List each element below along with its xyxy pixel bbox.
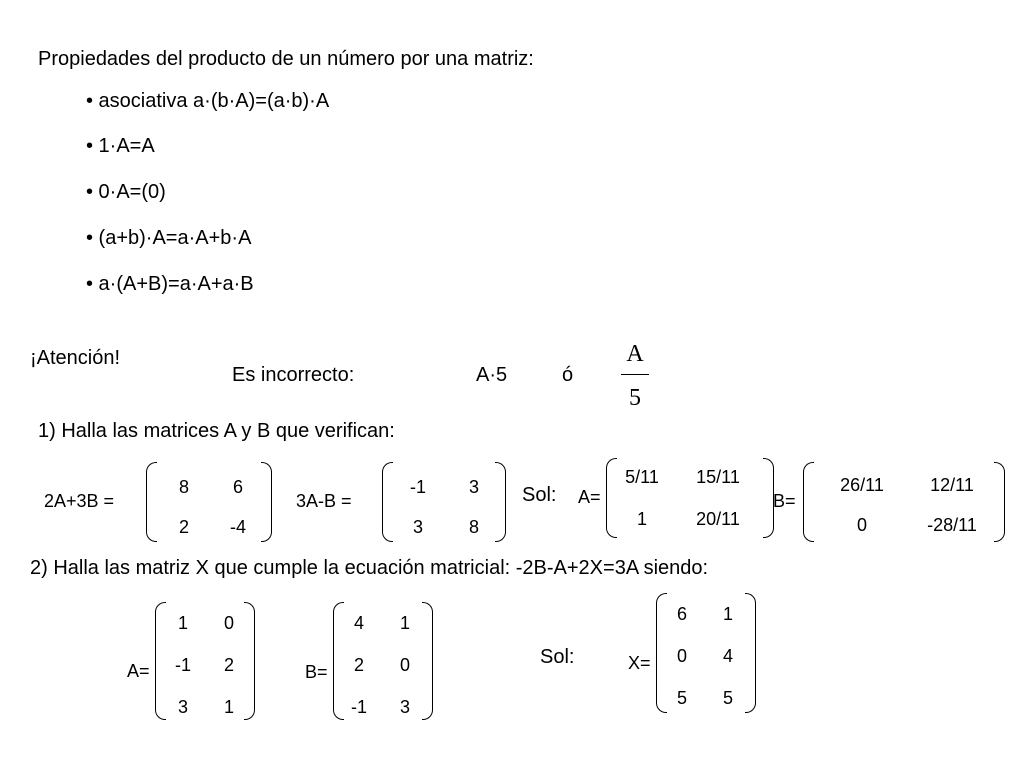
matrix-cell: 6: [676, 604, 687, 624]
eq1-label: 2A+3B =: [44, 491, 115, 511]
ex1-solution-label: Sol:: [522, 484, 557, 506]
matrix-cell: 12/11: [930, 475, 974, 495]
matrix-cell: 3: [468, 477, 479, 497]
left-bracket: [146, 462, 157, 542]
matrix-cell: 15/11: [696, 467, 740, 487]
solB-label: B=: [773, 491, 796, 511]
matrix-cell: -1: [174, 655, 191, 675]
matrix-cell: 1: [399, 613, 410, 633]
matrix-cell: -28/11: [927, 515, 977, 535]
matrix-cell: 2: [353, 655, 364, 675]
matrix-cell: 0: [223, 613, 234, 633]
ex2-X-label: X=: [628, 653, 651, 673]
fraction-bar: [621, 374, 649, 375]
left-bracket: [155, 602, 166, 720]
matrix-cell: 3: [412, 517, 423, 537]
matrix-cell: 0: [676, 646, 687, 666]
right-bracket: [745, 593, 756, 713]
matrix-cell: 20/11: [696, 509, 740, 529]
property-zero: • 0·A=(0): [86, 181, 166, 203]
exercise-2-statement: 2) Halla las matriz X que cumple la ecuación matricial: -2B-A+2X=3A siendo:: [30, 557, 709, 579]
eq2-label: 3A-B =: [296, 491, 352, 511]
matrix-cell: 2: [223, 655, 234, 675]
matrix-cell: 5/11: [625, 467, 659, 487]
matrix-cell: 3: [399, 697, 410, 717]
matrix-cell: 4: [722, 646, 733, 666]
matrix-cell: 0: [399, 655, 410, 675]
ex2-solution-label: Sol:: [540, 646, 575, 668]
solution-matrix-a: [606, 458, 774, 538]
matrix-cell: 0: [856, 515, 867, 535]
matrix-cell: 3: [177, 697, 188, 717]
right-bracket: [422, 602, 433, 720]
property-associative: • asociativa a·(b·A)=(a·b)·A: [86, 90, 330, 112]
or-word: ó: [562, 364, 574, 386]
solution-matrix-b: [803, 462, 1005, 542]
property-identity: • 1·A=A: [86, 135, 155, 157]
property-distributive-scalars: • (a+b)·A=a·A+b·A: [86, 227, 252, 249]
ex2-A-label: A=: [127, 661, 150, 681]
incorrect-expression: A·5: [476, 364, 508, 386]
left-bracket: [382, 462, 393, 542]
right-bracket: [244, 602, 255, 720]
left-bracket: [803, 462, 814, 542]
matrix-cell: 8: [468, 517, 479, 537]
eq1-matrix: [146, 462, 272, 542]
matrix-cell: -1: [350, 697, 367, 717]
right-bracket: [994, 462, 1005, 542]
matrix-cell: 5: [722, 688, 733, 708]
matrix-cell: 1: [722, 604, 733, 624]
ex2-matrix-b: [333, 602, 433, 720]
right-bracket: [495, 462, 506, 542]
matrix-cell: 1: [636, 509, 647, 529]
matrix-cell: 8: [178, 477, 189, 497]
matrix-cell: 5: [676, 688, 687, 708]
matrix-cell: 2: [178, 517, 189, 537]
solA-label: A=: [578, 487, 601, 507]
matrix-cell: 6: [232, 477, 243, 497]
right-bracket: [261, 462, 272, 542]
matrix-cell: 1: [177, 613, 188, 633]
ex2-matrix-a: [155, 602, 255, 720]
ex2-B-label: B=: [305, 662, 328, 682]
fraction-numerator: A: [626, 341, 644, 367]
property-distributive-matrices: • a·(A+B)=a·A+a·B: [86, 273, 254, 295]
eq2-matrix: [382, 462, 506, 542]
attention-heading: ¡Atención!: [30, 347, 121, 369]
incorrect-label: Es incorrecto:: [232, 364, 355, 386]
matrix-cell: -1: [409, 477, 426, 497]
exercise-1-statement: 1) Halla las matrices A y B que verifican:: [38, 420, 395, 442]
page-title: Propiedades del producto de un número por una matriz:: [38, 48, 534, 70]
matrix-cell: 4: [353, 613, 364, 633]
matrix-cell: -4: [229, 517, 246, 537]
matrix-cell: 1: [223, 697, 234, 717]
matrix-cell: 26/11: [840, 475, 884, 495]
fraction-denominator: 5: [629, 385, 641, 411]
solution-matrix-x: [656, 593, 756, 713]
